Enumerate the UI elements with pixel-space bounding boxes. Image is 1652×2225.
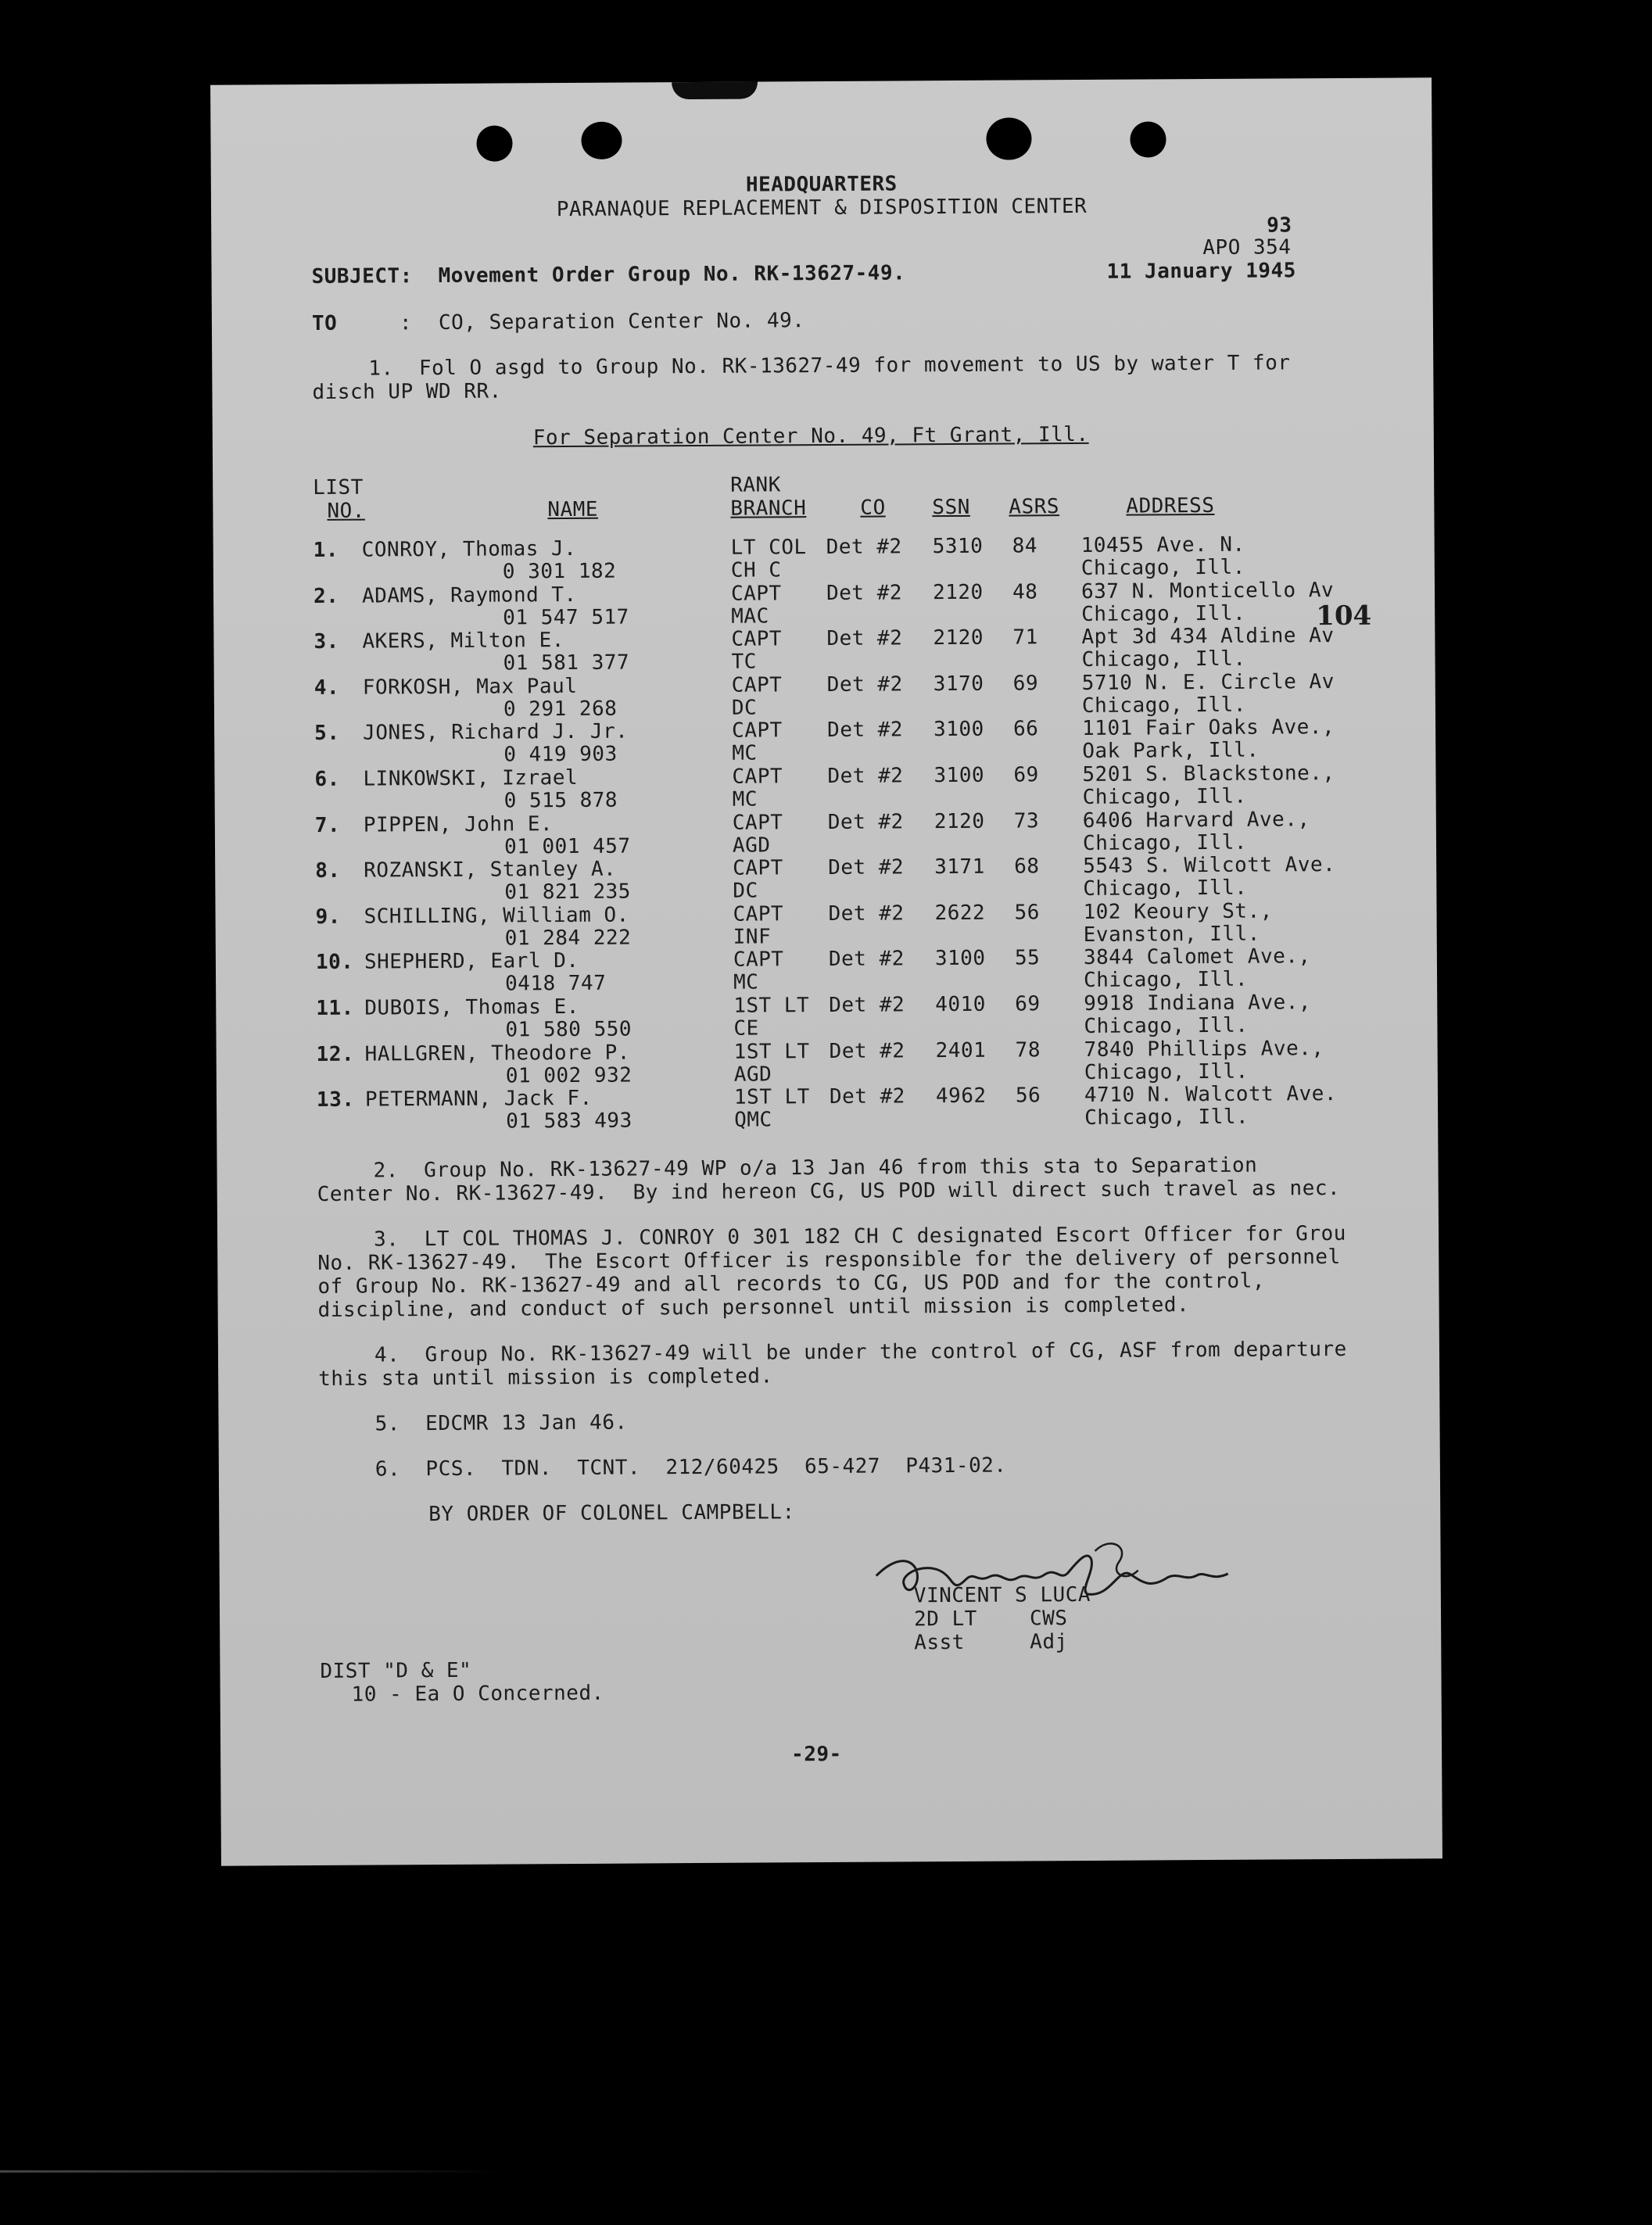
address-line-1: 4710 N. Walcott Ave. [1084,1082,1338,1108]
member-name: ROZANSKI, Stanley A. [364,857,617,883]
list-number: 11. [316,996,354,1020]
signer-name: VINCENT S LUCA [913,1582,1091,1608]
asrs-score: 48 [1012,579,1038,604]
serial-number: 01 580 550 [505,1017,632,1042]
asrs-score: 73 [1013,808,1040,833]
branch: MC [733,970,759,995]
address-line-1: 102 Keoury St., [1083,899,1273,924]
branch: DC [733,879,758,903]
address-line-2: Chicago, Ill. [1082,784,1247,809]
serial-number: 0418 747 [504,972,607,996]
branch: AGD [733,1062,772,1087]
member-name: JONES, Richard J. Jr. [363,719,629,746]
table-row [217,1082,1438,1135]
list-number: 6. [314,767,340,791]
branch: QMC [734,1108,772,1132]
address-line-2: Chicago, Ill. [1084,1059,1249,1084]
para-1-line-2: disch UP WD RR. [312,379,502,405]
asrs-score: 68 [1014,855,1040,879]
member-name: PIPPEN, John E. [363,812,554,837]
company: Det #2 [829,1084,905,1109]
ssn: 3170 [933,672,984,696]
col-rank-1: RANK [730,473,781,497]
serial-number: 01 547 517 [503,605,629,630]
serial-number: 0 419 903 [503,743,618,767]
address-line-2: Chicago, Ill. [1081,647,1246,672]
ssn: 3100 [934,763,985,788]
company: Det #2 [829,1038,905,1063]
col-list-no-1: LIST [313,475,364,500]
rank: CAPT [733,902,784,926]
company: Det #2 [826,535,902,559]
serial-number: 01 821 235 [504,880,632,905]
address-line-2: Chicago, Ill. [1080,555,1245,580]
para-1-line-1: 1. Fol O asgd to Group No. RK-13627-49 for movement to US by water T for [368,351,1291,381]
table-row [214,670,1435,723]
address-line-2: Chicago, Ill. [1083,968,1249,993]
table-row [215,808,1436,861]
asrs-score: 66 [1013,717,1039,741]
serial-number: 01 583 493 [506,1109,632,1134]
ssn: 2622 [934,901,986,925]
to-value: CO, Separation Center No. 49. [438,309,805,335]
member-name: SHEPHERD, Earl D. [364,949,579,975]
para-4-line-2: this sta until mission is completed. [318,1364,773,1391]
asrs-score: 71 [1012,625,1038,650]
address-line-2: Evanston, Ill. [1083,922,1260,947]
address-line-1: 7840 Phillips Ave., [1084,1036,1324,1062]
address-line-1: 6406 Harvard Ave., [1082,807,1310,833]
asrs-score: 55 [1014,946,1041,970]
list-number: 3. [314,629,339,654]
address-line-2: Oak Park, Ill. [1082,739,1260,764]
to-colon: : [399,311,413,335]
branch: MC [732,787,758,812]
col-co: CO [860,496,886,520]
ssn: 4010 [935,992,986,1017]
ssn: 3171 [934,855,985,880]
para-2-line-1: 2. Group No. RK-13627-49 WP o/a 13 Jan 46 from this sta to Separation [373,1153,1258,1183]
distribution-line-1: DIST "D & E" [320,1658,472,1683]
member-name: CONROY, Thomas J. [361,536,577,562]
rank: 1ST LT [733,1039,810,1064]
address-line-1: 5543 S. Wilcott Ave. [1083,853,1336,879]
rank: LT COL [730,536,807,560]
asrs-score: 69 [1015,992,1041,1016]
company: Det #2 [827,809,904,834]
address-line-2: Chicago, Ill. [1084,1105,1249,1130]
signer-rank: 2D LT [913,1607,977,1632]
address-line-2: Chicago, Ill. [1083,876,1248,901]
serial-number: 01 284 222 [504,926,632,951]
address-line-2: Chicago, Ill. [1081,693,1247,718]
table-row [213,532,1435,586]
signer-title-2: Adj [1030,1630,1068,1654]
apo-number: APO 354 [1202,235,1292,260]
address-line-2: Chicago, Ill. [1081,601,1246,626]
ssn: 5310 [932,534,984,559]
rank: CAPT [730,581,782,606]
address-line-1: 1101 Fair Oaks Ave., [1082,715,1335,741]
para-5: 5. EDCMR 13 Jan 46. [374,1410,628,1436]
asrs-score: 78 [1015,1037,1041,1062]
para-3-line-3: of Group No. RK-13627-49 and all records to CG, US POD and for the control, [317,1269,1266,1299]
para-6: 6. PCS. TDN. TCNT. 212/60425 65-427 P431-02. [374,1453,1007,1482]
page-ref: 93 [1267,213,1292,238]
asrs-score: 69 [1012,672,1039,696]
punch-hole [1130,121,1166,157]
margin-number: 104 [1316,600,1372,632]
rank: CAPT [731,673,783,697]
list-number: 13. [316,1087,355,1112]
serial-number: 0 515 878 [503,788,618,813]
bottom-edge-scratch [0,2170,500,2173]
asrs-score: 56 [1014,901,1040,925]
branch: DC [731,696,758,720]
address-line-1: 9918 Indiana Ave., [1084,991,1312,1016]
table-row [213,624,1435,677]
serial-number: 01 002 932 [505,1063,632,1088]
para-3-line-4: discipline, and conduct of such personnel until mission is completed. [317,1293,1190,1322]
punch-hole [581,122,622,159]
list-number: 9. [315,905,341,929]
rank: CAPT [731,627,783,651]
address-line-2: Chicago, Ill. [1082,830,1248,855]
org-line-1: HEADQUARTERS [745,172,898,197]
asrs-score: 56 [1015,1084,1041,1108]
address-line-1: 10455 Ave. N. [1080,532,1245,558]
para-2-line-2: Center No. RK-13627-49. By ind hereon CG, US POD will direct such travel as nec. [317,1176,1341,1206]
rank: CAPT [733,948,784,973]
list-number: 10. [315,951,354,975]
rank: CAPT [732,810,783,835]
signer-title-1: Asst [914,1630,965,1655]
branch: CH C [730,558,782,582]
list-number: 7. [314,813,341,837]
col-asrs: ASRS [1009,495,1060,519]
address-line-1: 637 N. Monticello Av [1080,578,1335,604]
rank: CAPT [732,765,783,789]
page-number: -29- [791,1742,842,1767]
company: Det #2 [828,901,905,926]
list-number: 4. [314,675,340,700]
ssn: 3100 [934,947,986,971]
punch-hole [986,117,1031,159]
col-address: ADDRESS [1126,493,1215,518]
subject-value: Movement Order Group No. RK-13627-49. [438,261,906,288]
to-label: TO [311,311,338,336]
serial-number: 0 291 268 [503,697,618,722]
list-number: 8. [315,858,341,883]
member-name: ADAMS, Raymond T. [361,582,577,608]
rank: CAPT [733,856,783,880]
member-name: LINKOWSKI, Izrael [363,765,579,791]
rank: 1ST LT [733,1085,810,1109]
branch: TC [731,650,757,674]
serial-number: 01 001 457 [503,834,631,859]
serial-number: 01 581 377 [503,650,630,675]
ssn: 2120 [934,809,985,833]
document-date: 11 January 1945 [1106,259,1296,284]
table-row [215,899,1436,952]
subject-label: SUBJECT: [311,264,413,289]
ssn: 2401 [935,1038,987,1062]
member-name: DUBOIS, Thomas E. [364,994,579,1020]
branch: AGD [732,833,771,858]
member-name: PETERMANN, Jack F. [364,1087,593,1112]
para-4-line-1: 4. Group No. RK-13627-49 will be under the control of CG, ASF from departure [374,1337,1347,1367]
address-line-2: Chicago, Ill. [1084,1013,1249,1038]
member-name: HALLGREN, Theodore P. [364,1041,630,1066]
table-row [214,761,1435,815]
table-row [216,945,1437,998]
col-ssn: SSN [932,495,970,520]
col-name: NAME [547,497,599,522]
list-number: 2. [313,584,339,608]
col-rank-2: BRANCH [730,496,807,521]
company: Det #2 [827,718,904,743]
branch: MAC [731,604,769,629]
document-sheet [210,77,1442,1865]
address-line-1: 5710 N. E. Circle Av [1081,669,1335,695]
top-smudge [672,82,758,100]
member-name: FORKOSH, Max Paul [362,674,578,700]
table-row [217,1037,1438,1090]
ssn: 2120 [932,580,984,604]
company: Det #2 [828,855,905,880]
signer-branch: CWS [1029,1607,1068,1631]
para-3-line-2: No. RK-13627-49. The Escort Officer is responsible for the delivery of personnel [317,1245,1341,1275]
ssn: 3100 [934,718,984,742]
rank: 1ST LT [733,994,810,1018]
table-row [215,853,1436,906]
asrs-score: 69 [1013,763,1039,787]
company: Det #2 [829,993,905,1017]
company: Det #2 [828,947,905,972]
list-number: 5. [314,722,340,746]
company: Det #2 [826,580,903,605]
rank: CAPT [732,718,783,743]
ssn: 4962 [935,1084,987,1109]
company: Det #2 [827,764,904,788]
list-number: 12. [316,1042,355,1066]
table-row [213,579,1435,632]
member-name: SCHILLING, William O. [364,903,629,929]
punch-hole [476,125,512,161]
address-line-1: Apt 3d 434 Aldine Av [1081,624,1335,650]
table-row [214,716,1435,769]
serial-number: 0 301 182 [502,559,617,584]
branch: INF [733,925,772,949]
order-line: BY ORDER OF COLONEL CAMPBELL: [428,1500,795,1527]
address-line-1: 3844 Calomet Ave., [1083,944,1311,970]
asrs-score: 84 [1012,534,1038,558]
branch: CE [733,1016,759,1041]
org-line-2: PARANAQUE REPLACEMENT & DISPOSITION CENTER [556,194,1088,222]
para-3-line-1: 3. LT COL THOMAS J. CONROY 0 301 182 CH C designated Escort Officer for Grou [373,1221,1346,1252]
list-number: 1. [313,538,339,562]
branch: MC [732,741,758,766]
address-line-1: 5201 S. Blackstone., [1082,761,1335,786]
company: Det #2 [826,672,903,697]
ssn: 2120 [933,625,984,650]
col-list-no-2: NO. [327,499,365,523]
table-row [216,991,1437,1044]
member-name: AKERS, Milton E. [362,629,564,654]
section-heading: For Separation Center No. 49, Ft Grant, Ill. [532,422,1089,450]
company: Det #2 [826,626,903,651]
distribution-line-2: 10 - Ea O Concerned. [351,1681,604,1707]
